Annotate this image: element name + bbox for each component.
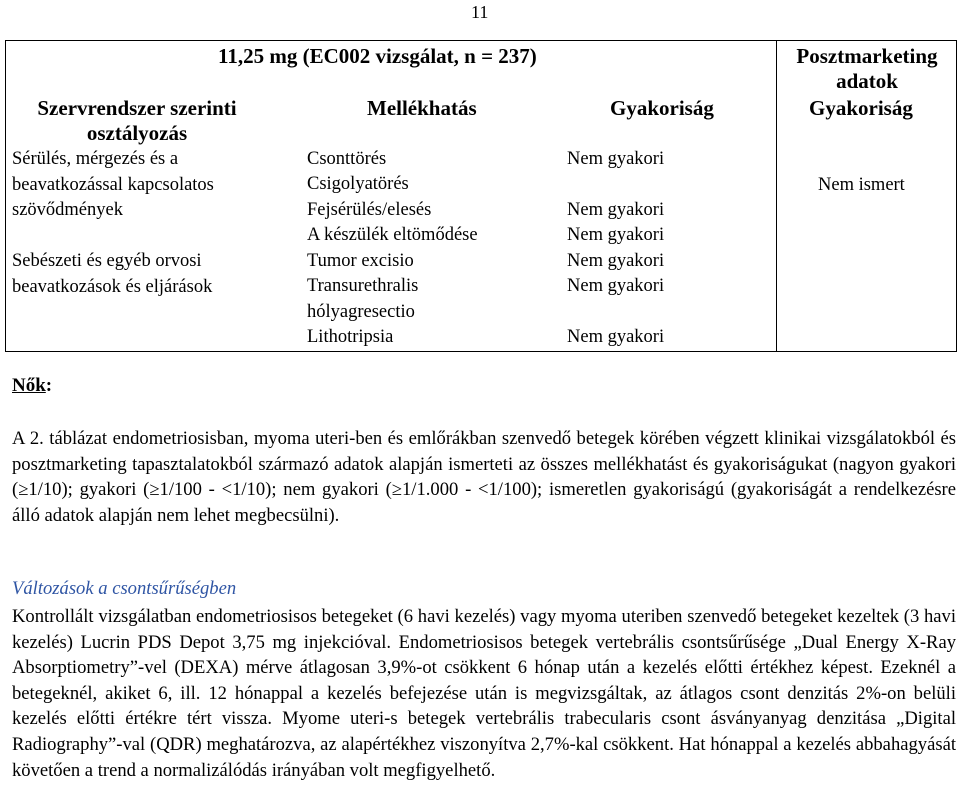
- adverse-reaction-header: Mellékhatás: [367, 96, 477, 120]
- row1-frequency: Nem gyakori: [567, 149, 665, 169]
- row2-reaction: Lithotripsia: [307, 327, 394, 347]
- postmarketing-frequency-header: Gyakoriság: [809, 96, 913, 120]
- row2-frequency: Nem gyakori: [567, 327, 665, 347]
- row1-frequency: Nem gyakori: [567, 200, 665, 220]
- soc-header: [7, 96, 267, 146]
- page-number: 11: [471, 2, 489, 22]
- women-colon: :: [45, 375, 53, 396]
- postmarketing-header-text: Posztmarketing adatok: [796, 44, 938, 93]
- row2-soc: [12, 249, 267, 300]
- body-paragraph: Kontrollált vizsgálatban endometriosisos betegeket (6 havi kezelés) vagy myoma uteriben szenvedő betegeket kezeltek (3 havi kezelés) Lucrin PDS Depot 3,75 mg injekcióval. Endometriosisos betegek vertebrális csontsűrűsége „Dual Energy X-Ray Absorptiometry”-vel (DEXA) mérve átlagosan 3,9%-ot csökkent 6 hónap után a kezelés előtti értékhez képest. Ezeknél a betegeknél, akiket 6, ill. 12 hónappal a kezelés befejezése után is megvizsgáltak, az átlagos csont denzitás 2%-on belüli kezelés előtti értékre tért vissza. Myome uteri-s betegek vertebrális trabecularis csont ásványanyag denzitása „Digital Radiography”-val (QDR) meghatározva, az alapértékhez viszonyítva 2,7%-kal csökkent. Hat hónappal a kezelés abbahagyását követően a trend a normalizálódás irányában volt megfigyelhető.: [12, 606, 956, 781]
- table-bottom-border: [5, 351, 957, 352]
- postmarketing-header: [778, 44, 956, 94]
- row1-reaction: Fejsérülés/elesés: [307, 200, 432, 220]
- soc-header-text: Szervrendszer szerinti osztályozás: [37, 96, 237, 145]
- table-right-border: [956, 40, 957, 352]
- table-top-border: [5, 40, 957, 41]
- women-heading: [12, 375, 52, 397]
- row2-soc-text: Sebészeti és egyéb orvosi beavatkozások és eljárások: [12, 251, 213, 297]
- row1-postmarketing: Nem ismert: [818, 175, 905, 195]
- table-divider-postmarketing: [776, 40, 777, 352]
- row2-reaction: [307, 274, 487, 325]
- women-label: Nők: [12, 375, 46, 396]
- section-title: Változások a csontsűrűségben: [12, 578, 237, 599]
- row2-frequency: Nem gyakori: [567, 251, 665, 271]
- row2-reaction-text: Transurethralis hólyagresectio: [307, 276, 419, 322]
- frequency-header: Gyakoriság: [610, 96, 714, 120]
- intro-paragraph: A 2. táblázat endometriosisban, myoma uteri-ben és emlőrákban szenvedő betegek körében végzett klinikai vizsgálatokból és posztmarketing tapasztalatokból származó adatok alapján ismerteti az összes mellékhatást és gyakoriságukat (nagyon gyakori (≥1/10); gyakori (≥1/100 - <1/10); nem gyakori (≥1/1.000 - <1/100); ismeretlen gyakoriságú (gyakoriságát a rendelkezésre álló adatok alapján nem lehet megbecsülni).: [12, 428, 956, 526]
- row2-reaction: Tumor excisio: [307, 251, 414, 271]
- row1-reaction: A készülék eltömődése: [307, 225, 478, 245]
- row2-frequency: Nem gyakori: [567, 276, 665, 296]
- row1-reaction: Csigolyatörés: [307, 174, 409, 194]
- row1-reaction: Csonttörés: [307, 149, 387, 169]
- row1-soc: [12, 147, 267, 224]
- row1-frequency: Nem gyakori: [567, 225, 665, 245]
- study-header: 11,25 mg (EC002 vizsgálat, n = 237): [218, 44, 537, 68]
- table-left-border: [5, 40, 6, 352]
- row1-soc-text: Sérülés, mérgezés és a beavatkozással kapcsolatos szövődmények: [12, 149, 214, 220]
